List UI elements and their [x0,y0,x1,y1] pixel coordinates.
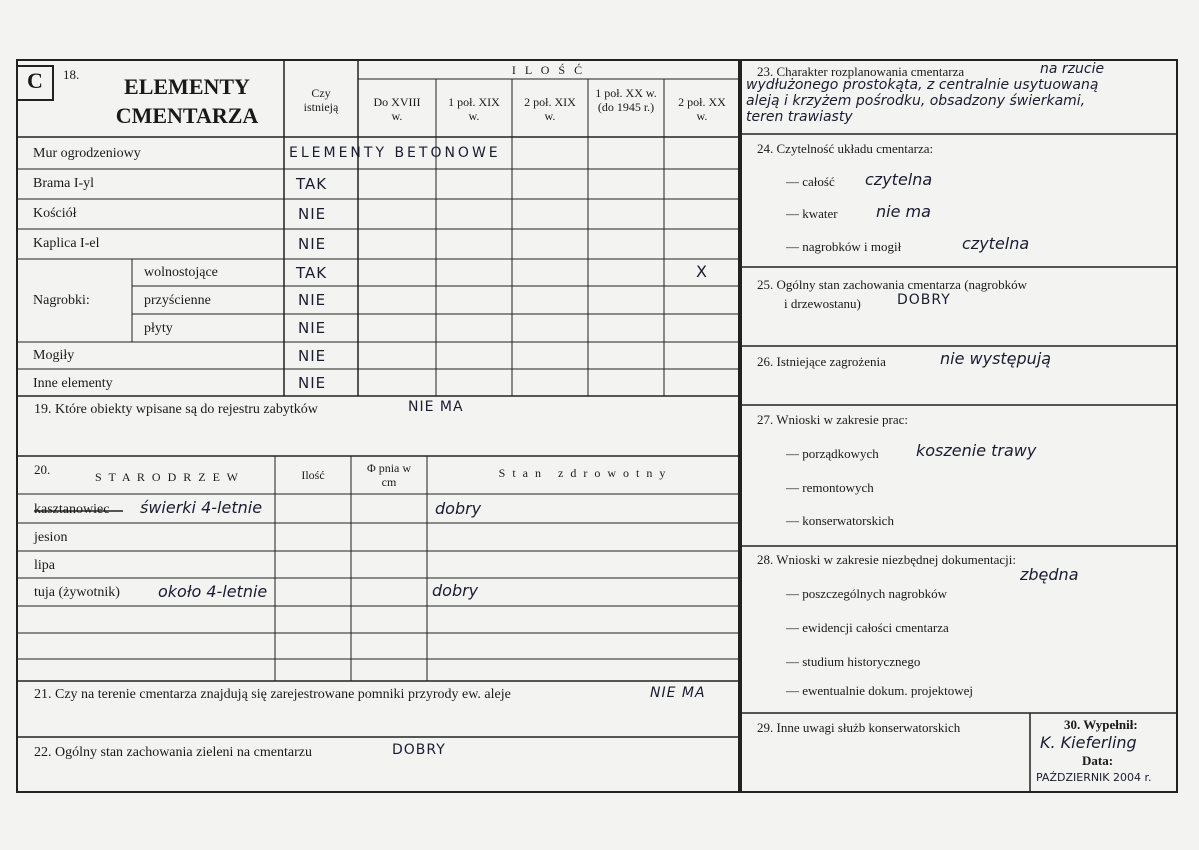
section-number: 18. [63,67,80,82]
q27-item-label: — konserwatorskich [786,513,894,528]
q23-answer-3: aleją i krzyżem pośrodku, obsadzony świerkami, [746,93,1086,109]
q19-label: 19. Które obiekty wpisane są do rejestru zabytków [34,402,318,417]
tree-note: około 4-letnie [158,582,268,601]
q30-label: 30. Wypełnił: [1064,717,1138,732]
element-value: ELEMENTY BETONOWE [289,145,501,161]
q23-answer-2: wydłużonego prostokąta, z centralnie usytuowaną [746,77,1099,93]
q24-item-answer: nie ma [876,202,931,221]
q24-item-label: — kwater [786,206,838,221]
q28-label: 28. Wnioski w zakresie niezbędnej dokumentacji: [757,552,1016,567]
element-value: NIE [298,291,327,309]
q24-label: 24. Czytelność układu cmentarza: [757,141,934,156]
element-label: Mogiły [33,348,75,363]
q30-date: PAŹDZIERNIK 2004 r. [1036,771,1152,784]
element-label: Mur ogrodzeniowy [33,146,141,161]
period-header: 2 poł. XIX w. [524,95,576,123]
period-header: 1 poł. XIX w. [448,95,500,123]
q21-label: 21. Czy na terenie cmentarza znajdują się zarejestrowane pomniki przyrody ew. aleje [34,687,511,702]
q25-label-2: i drzewostanu) [784,296,861,311]
tree-note: świerki 4-letnie [140,498,263,517]
ilosc-header: I L O Ś Ć [511,63,586,77]
q25-label-1: 25. Ogólny stan zachowania cmentarza (nagrobków [757,277,1028,292]
q24-item-answer: czytelna [865,170,933,189]
q29-label: 29. Inne uwagi służb konserwatorskich [757,720,961,735]
element-value: TAK [296,264,328,282]
element-value: NIE [298,205,327,223]
tree-label: jesion [34,530,68,545]
q28-item: — studium historycznego [786,654,921,669]
section-letter: C [27,68,43,93]
q28-item: — ewentualnie dokum. projektowej [786,683,974,698]
element-label: Brama I-yl [33,176,95,191]
period-header: Do XVIII w. [373,95,421,123]
q23-answer-4: teren trawiasty [746,109,853,125]
nagrobki-label: Nagrobki: [33,293,90,308]
period-header: 2 poł. XX w. [678,95,726,123]
q24-item-label: — nagrobków i mogił [786,239,902,254]
element-value: NIE [298,347,327,365]
q20-col-pnia: Φ pnia w cm [366,461,412,489]
q28-item: — poszczególnych nagrobków [786,586,948,601]
q27-item-label: — remontowych [786,480,874,495]
tree-stan: dobry [435,499,482,518]
x-mark: X [696,262,708,281]
element-value: NIE [298,319,327,337]
q25-answer: DOBRY [897,292,951,308]
q21-answer: NIE MA [650,685,706,701]
q20-number: 20. [34,462,51,477]
q22-answer: DOBRY [392,742,446,758]
col-exists-header: Czy istnieją [303,86,339,114]
q27-item-label: — porządkowych [786,446,879,461]
q27-label: 27. Wnioski w zakresie prac: [757,412,909,427]
tree-label: lipa [34,558,55,573]
q23-label: 23. Charakter rozplanowania cmentarza [757,64,965,79]
element-label: przyścienne [144,293,211,308]
element-label: Kaplica I-el [33,236,100,251]
q23-answer-1: na rzucie [1040,61,1105,77]
q28-answer: zbędna [1020,565,1079,584]
element-label: płyty [144,321,173,336]
q28-item: — ewidencji całości cmentarza [786,620,949,635]
q20-col-ilosc: Ilość [301,468,325,482]
tree-stan: dobry [432,581,479,600]
element-label: Kościół [33,206,77,221]
q20-col-stan: S t a n z d r o w o t n y [498,466,668,480]
q30-name: K. Kieferling [1040,733,1137,752]
element-value: TAK [296,175,328,193]
q24-item-answer: czytelna [962,234,1030,253]
q24-item-label: — całość [786,174,835,189]
element-label: wolnostojące [144,265,218,280]
q27-item-answer: koszenie trawy [916,441,1037,460]
element-label: Inne elementy [33,376,113,391]
element-value: NIE [298,235,327,253]
q19-answer: NIE MA [408,399,464,415]
q26-label: 26. Istniejące zagrożenia [757,354,886,369]
section-title-line1: ELEMENTY [124,74,250,99]
section-title-line2: CMENTARZA [115,103,259,128]
element-value: NIE [298,374,327,392]
q30-date-label: Data: [1082,753,1114,768]
q20-header: S T A R O D R Z E W [94,470,241,484]
period-header: 1 poł. XX w. (do 1945 r.) [595,86,657,114]
q26-answer: nie występują [940,349,1052,368]
tree-label: kasztanowiec [34,502,110,517]
tree-label: tuja (żywotnik) [34,585,120,600]
q22-label: 22. Ogólny stan zachowania zieleni na cmentarzu [34,745,312,760]
